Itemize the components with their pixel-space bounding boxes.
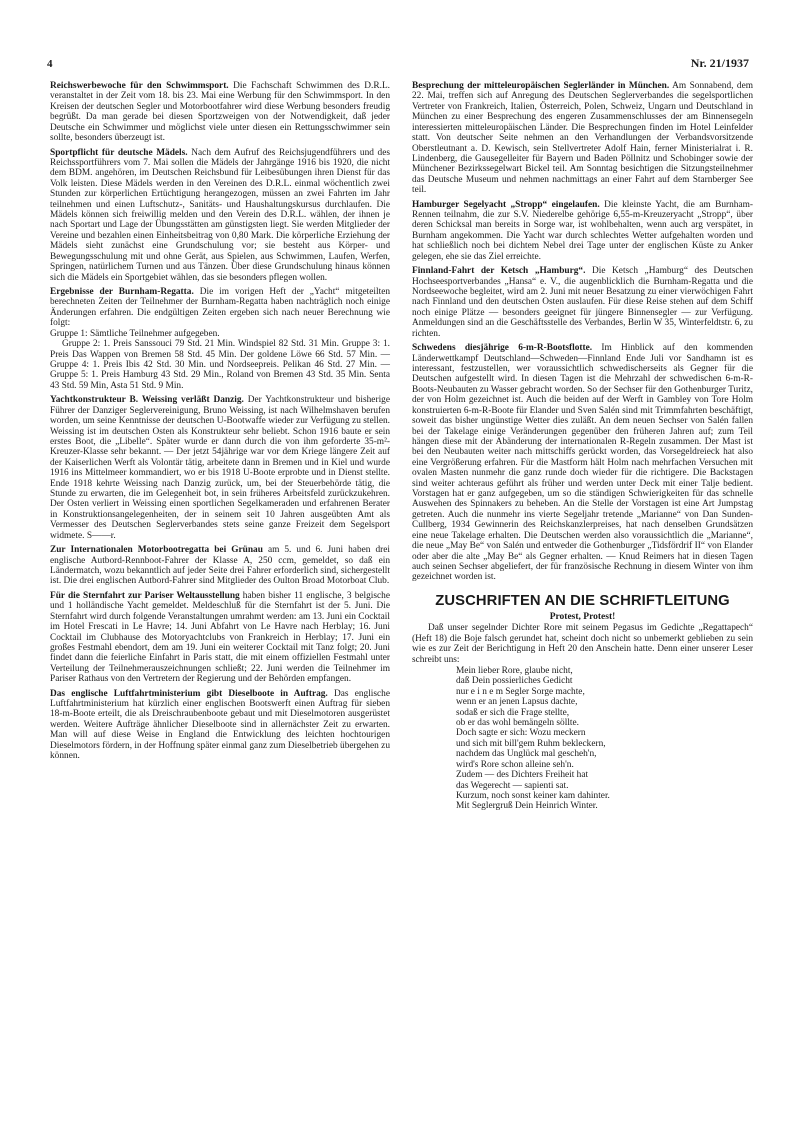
article-text: Am Sonnabend, dem 22. Mai, treffen sich auf Anregung des Deutschen Seglerverbandes die segelsportlichen Vertreter von Frankreich, Italien, Österreich, Polen, Schweiz, Ungarn und Deutschland in München zu einer Besprechung des engeren Zusammenschlusses der am Binnensegeln interessierten mitteleuropäischen Länder. Die Besprechungen finden im Hotel Leinfelder statt. Von deutscher Seite nehmen an den Verhandlungen der Verbandsvorsitzende Oberstleutnant a. D. Kewisch, sein Stellvertreter Adolf Hain, ferner Ministerialrat i. R. Lindenberg, die Gausegelleiter für Bayern und Baden Pöllnitz und Schobinger sowie der Münchener Bezirkssegelwart Bickel teil. Am Sonntag besichtigen die Sitzungsteilnehmer das Deutsche Museum und nehmen nachmittags an einer Fahrt auf dem Starnberger See teil. [412, 81, 753, 196]
poem-line: und sich mit bill'gem Ruhm bekleckern, [456, 738, 606, 749]
letter-subtitle: Protest, Protest! [549, 611, 616, 622]
poem-line: daß Dein possierliches Gedicht [456, 676, 573, 687]
article-heading: Schwedens diesjährige 6-m-R-Bootsflotte. [412, 343, 593, 354]
article [412, 200, 753, 263]
article-heading: Finnland-Fahrt der Ketsch „Hamburg“. [412, 266, 586, 277]
article [50, 545, 390, 587]
article-heading: Besprechung der mitteleuropäischen Seglerländer in München. [412, 81, 670, 91]
poem-line: nachdem das Unglück mal gescheh'n, [456, 749, 597, 760]
article-text: haben bisher 11 englische, 3 belgische und 1 holländische Yacht gemeldet. Meldeschluß für die Sternfahrt ist der 5. Juni. Die Sternfahrt wird durch folgende Veranstaltungen umrahmt werden: am 13. Juni ein Cocktail im Hotel Frescati in Le Havre; 14. Juni Abfahrt von Le Havre nach Herblay; 16. Juni Cocktail im Clubhause des Motoryachtclubs von Frankreich in Herblay; 17. Juni ein großes Festmahl ebendort, dem am 19. Juni ein weiterer Cocktail mit Tanz folgt; 20. Juni findet dann die feierliche Einfahrt in Paris statt, die mit einem offiziellen Festmahl unter Verteilung der Teilnehmerauszeichnungen schließt; 22. Juni werden die Teilnehmer im Pariser Rathaus von den Vertretern der Regierung und der Behörden empfangen. [50, 590, 390, 685]
right-column [412, 81, 753, 812]
article-text: Das englische Luftfahrtministerium hat kürzlich einer englischen Bootswerft einen Auftrag für sieben 18-m-Boote erteilt, die als Dreischraubenboote gebaut und mit Dieselmotoren ausgerüstet werden. Weitere Aufträge ähnlicher Dieselboote sind in allernächster Zeit zu erwarten. Man will auf diese Weise in England die Entwicklung des leichten hochtourigen Dieselmotors fördern, in der Hoffnung später einmal ganz zum Dieselbetrieb übergehen zu können. [50, 688, 390, 762]
page-number: 4 [47, 58, 53, 70]
poem-line: Mein lieber Rore, glaube nicht, [456, 665, 573, 676]
article [412, 343, 753, 583]
article-heading: Für die Sternfahrt zur Pariser Weltausstellung [50, 590, 240, 601]
poem-line: Doch sagte er sich: Wozu meckern [456, 728, 586, 739]
article-heading: Hamburger Segelyacht „Stropp“ eingelaufen. [412, 199, 600, 210]
article-text: Die im vorigen Heft der „Yacht“ mitgeteilten berechneten Zeiten der Teilnehmer der Burnham-Regatta haben nachträglich noch einige Änderungen erfahren. Die endgültigen Zeiten ergeben sich nach neuer Berechnung wie folgt: [50, 287, 391, 329]
poem-line: Kurzum, noch sonst keiner kam dahinter. [456, 791, 610, 801]
poem [456, 666, 753, 812]
article [412, 266, 753, 339]
results-line: Gruppe 2: 1. Preis Sanssouci 79 Std. 21 Min. Windspiel 82 Std. 31 Min. Gruppe 3: 1. Preis Das Wappen von Bremen 58 Std. 45 Min. Der goldene Löwe 66 Std. 57 Min. — Gruppe 4: 1. Preis Ibis 42 Std. 30 Min. und Nordseepreis. Pelikan 46 Std. 27 Min. — Gruppe 5: 1. Preis Hamburg 43 Std. 29 Min., Roland von Bremen 43 Std. 35 Min. Senta 43 Std. 59 Min, Asta 51 Std. 9 Min. [50, 339, 390, 391]
article [50, 287, 390, 329]
left-column [50, 81, 390, 766]
article [50, 689, 390, 762]
poem-line: wird's Rore schon alleine seh'n. [456, 759, 574, 770]
article-heading: Yachtkonstrukteur B. Weissing verläßt Danzig. [50, 395, 244, 406]
letters-section-title: ZUSCHRIFTEN AN DIE SCHRIFTLEITUNG [435, 592, 730, 609]
article-text: Die Ketsch „Hamburg“ des Deutschen Hochseesportverbandes „Hansa“ e. V., die augenblicklich die Burnham-Regatta und die Nordseewoche begleitet, wird am 2. Juni mit neuer Besatzung zu einer vierwöchigen Fahrt nach Finnland und den deutschen Osten auslaufen. Für diese Reise stehen auf dem Schiff noch einige Plätze — besonders geeignet für jüngere Binnensegler — zur Verfügung. Anmeldungen sind an die Geschäftsstelle des Verbandes, Berlin W 35, Winterfeldtstr. 6, zu richten. [412, 266, 753, 339]
article-heading: Sportpflicht für deutsche Mädels. [50, 147, 188, 158]
article-text: am 5. und 6. Juni haben drei englische Autbord-Rennboot-Fahrer der Klasse A, 250 ccm, gemeldet, so daß ein Ländermatch, wozu bekanntlich auf jeder Seite drei Fahrer erforderlich sind, sichergestellt ist. Die drei englischen Autbord-Fahrer sind Mitglieder des Oulton Broad Motorboat Club. [50, 545, 390, 587]
results-line: Gruppe 1: Sämtliche Teilnehmer aufgegeben. [50, 328, 220, 339]
article-heading: Reichswerbewoche für den Schwimmsport. [50, 81, 229, 91]
poem-line: nur e i n e m Segler Sorge machte, [456, 686, 585, 697]
article [50, 148, 390, 283]
poem-line: ob er das wohl bemängeln söllte. [456, 718, 579, 729]
article-text: Die Fachschaft Schwimmen des D.R.L. veranstaltet in der Zeit vom 18. bis 23. Mai eine Werbung für den Schwimmsport. In den Kreisen der deutschen Segler und Motorbootfahrer wird diese Werbung besonders freudig begrüßt. Da man gerade bei diesen Sportzweigen von der Notwendigkeit, daß jeder Deutsche ein Schwimmer und möglichst viele unter diesen ein Rettungsschwimmer sein sollte, besonders überzeugt ist. [50, 81, 390, 144]
article-heading: Ergebnisse der Burnham-Regatta. [50, 287, 194, 298]
poem-line: Mit Seglergruß Dein Heinrich Winter. [456, 801, 598, 812]
article-text: Nach dem Aufruf des Reichsjugendführers und des Reichssportführers vom 7. Mai sollen die Mädels der Jahrgänge 1916 bis 1920, die nicht dem BDM. angehören, im Deutschen Reichsbund für Leibesübungen ihren Dienst für das Volk leisten. Diese Mädels werden in den Vereinen des D.R.L. einmal wöchentlich zwei Stunden zur körperlichen Ertüchtigung herangezogen, müssen an zwei Fahrten im Jahr teilnehmen und einen Luftschutz-, Sanitäts- und Haushaltungskursus durchlaufen. Die Mädels können sich freiwillig melden und den Verein des D.R.L. wählen, der ihnen je nach Sportart und Lage der Übungsstätten am günstigsten liegt. Sie werden Mitglieder der Vereine und bezahlen einen Einheitsbeitrag von 0,80 Mark. Die körperliche Erziehung der Mädels sieht zunächst eine Grundschulung vor; sie besteht aus Körper- und Bewegungsschulung mit und ohne Gerät, aus Spielen, aus Schwimmen, Laufen, Werfen, Springen, natürlichem Turnen und aus Tänzen. Über diese Grundschulung hinaus können sich die Mädels ein Sportgebiet wählen, das sie besonders pflegen wollen. [50, 147, 391, 283]
article-heading: Zur Internationalen Motorbootregatta bei Grünau [50, 545, 263, 556]
poem-line: wenn er an jenen Lapsus dachte, [456, 697, 578, 708]
article [50, 81, 390, 144]
poem-line: Zudem — des Dichters Freiheit hat [456, 770, 589, 781]
results-list [50, 329, 390, 392]
article [50, 395, 390, 541]
article-text: Die kleinste Yacht, die am Burnham-Rennen teilnahm, die zur S.V. Niederelbe gehörige 6,55-m-Kreuzeryacht „Stropp“, über deren Schicksal man bereits in Sorge war, ist wohlbehalten, wenn auch arg verspätet, in Burnham angekommen. Die Yacht war durch schlechtes Wetter aufgehalten worden und hat schließlich noch bei dichtem Nebel drei Tage unter der englischen Küste zu Anker gelegen, ehe sie das Ziel erreichte. [412, 199, 753, 262]
letter-intro: Daß unser segelnder Dichter Rore mit seinem Pegasus im Gedichte „Regattapech“ (Heft 18) die Boje falsch gerundet hat, scheint doch nicht so unbemerkt geblieben zu sein wie es zur Zeit der Berichtigung in Heft 20 den Anschein hatte. Denn einer unserer Leser schreibt uns: [412, 623, 753, 665]
article-heading: Das englische Luftfahrtministerium gibt Dieselboote in Auftrag. [50, 688, 328, 699]
poem-line: sodaß er sich die Frage stellte, [456, 707, 570, 718]
article [50, 591, 390, 685]
issue-number: Nr. 21/1937 [690, 56, 749, 70]
article-text: Der Yachtkonstrukteur und bisherige Führer der Danziger Seglervereinigung, Bruno Weissing, ist nach Wilhelmshaven berufen worden, um seine Kenntnisse der deutschen U-Bootwaffe wieder zur Verfügung zu stellen. Weissing ist im deutschen Osten als Konstrukteur sehr beliebt. Schon 1916 baute er sein erstes Boot, die „Libelle“. Später wurde er dann durch die von ihm geforderte 35-m²-Kreuzer-Klasse sehr bekannt. — Der jetzt 54jährige war vor dem Kriege längere Zeit auf der Kaiserlichen Werft als Volontär tätig, arbeitete dann in Bremen und in Kiel und wurde 1916 ins Mittelmeer kommandiert, wo er bis 1918 U-Boote erprobte und in Dienst stellte. Ende 1918 kehrte Weissing nach Danzig zurück, um, bei der Steuerbehörde tätig, die Stunde zu erwarten, die im Gelegenheit bot, in sein früheres Arbeitsfeld zurückzukehren. Der Osten verliert in Weissing einen sportlichen Segelkameraden und erfahrenen Berater in Konstruktionsangelegenheiten, der in seinem seit 10 Jahren ausgeübten Amt als Vermesser des Deutschen Seglerverbandes stets seine ganze Freizeit dem Segelsport widmete. S——r. [50, 395, 390, 541]
poem-line: das Wegerecht — sapienti sat. [456, 780, 569, 791]
article-text: Im Hinblick auf den kommenden Länderwettkampf Deutschland—Schweden—Finnland Ende Juli vor Sandhamn ist es interessant, festzustellen, wer voraussichtlich schwedischerseits als Gegner für die Deutschen aufgestellt wird. In diesen Tagen ist die Mehrzahl der schwedischen 6-m-R-Boots-Neubauten zu Wasser gebracht worden. So der Sechser für den Gothenburger Turitz, der von Holm gezeichnet ist. Auch die beiden auf der Werft in Gambley von Tore Holm konstruierten 6-m-R-Boote für Elander und Sven Salén sind mit Trimmfahrten beschäftigt, soweit das bisher ungünstige Wetter dies zuläßt. An dem neuen Sechser von Salén fallen bei der Takelage einige Veränderungen gegenüber den früheren Jahren auf; zum Teil hängen diese mit der Abänderung der internationalen R-Regeln zusammen. Der Mast ist bei den Neubauten weiter nach mittschiffs gerückt worden, das Vorsegeldreieck hat also eine Vergrößerung erfahren. Für die Mastform hält Holm nach mehrfachen Versuchen mit ovalen Masten nunmehr die ganz runde doch wieder für die richtigere. Die Backstagen sind weiter achteraus geführt als früher und werden unter Deck mit einer Talje bedient. Vorstagen hat er ganz aufgegeben, um so die ständigen Schwierigkeiten für das schnelle Auswehen des Spinnakers zu beheben. An die Stelle der Vorstagen ist eine Art Jumpstag getreten. Auch die nunmehr ins vierte Segeljahr tretende „Marianne“ von Dan Sunden-Cullberg, 1934 Gewinnerin des Reichskanzlerpreises, hat nach denselben Grundsätzen eine neue Takelage erhalten. Die Deutschen werden also voraussichtlich die „Marianne“, die neue „May Be“ von Salén und entweder die Gothenburger „Tidsfördrif II“ von Elander oder aber die alte „May Be“ als Gegner erhalten. — Knud Reimers hat in diesen Tagen auch seinen Sechser abgeliefert, der für französische Rechnung in diesem Winter von ihm gezeichnet worden ist. [412, 343, 753, 583]
article [412, 81, 753, 196]
